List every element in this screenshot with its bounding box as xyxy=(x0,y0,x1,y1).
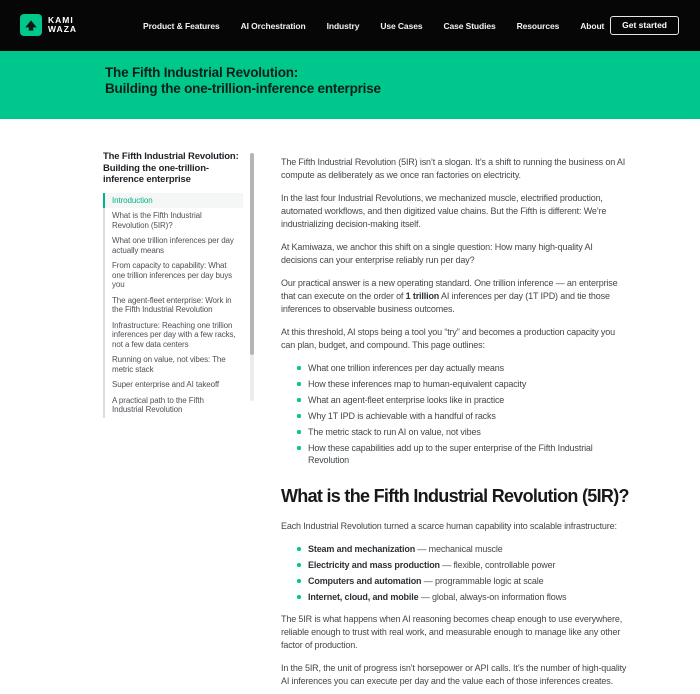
page-title-line-1: The Fifth Industrial Revolution: xyxy=(105,65,299,80)
nav-item-ai-orchestration[interactable]: AI Orchestration xyxy=(240,20,306,31)
article-content xyxy=(281,156,627,694)
toc-item-agent-fleet-enterprise[interactable]: The agent-fleet enterprise: Work in the Fifth Industrial Revolution xyxy=(103,293,243,318)
toc-item-what-is-5ir[interactable]: What is the Fifth Industrial Revolution (5IR)? xyxy=(103,208,243,233)
revolution-bullet-3-bold: Computers and automation xyxy=(308,576,422,586)
p4-pre: Our practical answer is a new operating standard. One trillion inference — an enterprise that can execute on the order of xyxy=(281,278,618,301)
nav-item-use-cases[interactable]: Use Cases xyxy=(380,20,423,31)
intro-paragraph-3: At Kamiwaza, we anchor this shift on a single question: How many high-quality AI decisions can your enterprise reliably run per day? xyxy=(281,242,593,265)
page-title xyxy=(105,65,381,96)
kamiwaza-logo[interactable] xyxy=(20,14,77,36)
toc-item-practical-path[interactable]: A practical path to the Fifth Industrial Revolution xyxy=(103,393,243,418)
kamiwaza-logo-icon xyxy=(20,14,42,36)
nav-item-product-features[interactable]: Product & Features xyxy=(143,20,220,31)
bullet-dot-icon xyxy=(297,563,301,567)
section-paragraph-2: In the 5IR, the unit of progress isn’t horsepower or API calls. It’s the number of high-quality AI inferences you can execute per day and the value each of those inferences creates. xyxy=(281,663,627,686)
intro-paragraph-1: The Fifth Industrial Revolution (5IR) isn’t a slogan. It’s a shift to running the business on AI compute as deliberately as we once ran factories on electricity. xyxy=(281,157,626,180)
list-item xyxy=(281,575,627,587)
p4-post: AI inferences per day (1T IPD) and tie those inferences to observable business outcomes. xyxy=(281,291,610,314)
bullet-dot-icon xyxy=(297,547,301,551)
toc-item-infrastructure[interactable]: Infrastructure: Reaching one trillion inferences per day with a few racks, not a few data centers xyxy=(103,318,243,353)
get-started-button[interactable]: Get started xyxy=(610,16,679,35)
nav-item-resources[interactable]: Resources xyxy=(516,20,560,31)
toc-scrollbar-track[interactable] xyxy=(250,153,254,401)
toc-item-one-trillion-means[interactable]: What one trillion inferences per day actually means xyxy=(103,233,243,258)
outline-bullet-list xyxy=(281,362,627,466)
revolution-bullet-1-rest: — mechanical muscle xyxy=(415,544,503,554)
nav-item-case-studies[interactable]: Case Studies xyxy=(443,20,496,31)
main-nav xyxy=(143,0,604,51)
list-item xyxy=(281,362,627,374)
kamiwaza-logo-text xyxy=(48,16,77,34)
list-item xyxy=(281,426,627,438)
up-arrow-icon xyxy=(24,19,38,32)
list-item xyxy=(281,559,627,571)
toc-scrollbar-thumb[interactable] xyxy=(250,153,254,355)
top-navigation-bar xyxy=(0,0,700,51)
revolution-bullet-4-bold: Internet, cloud, and mobile xyxy=(308,592,419,602)
toc-item-super-enterprise[interactable]: Super enterprise and AI takeoff xyxy=(103,377,243,393)
outline-bullet-6: How these capabilities add up to the super enterprise of the Fifth Industrial Revolution xyxy=(308,443,593,465)
nav-item-industry[interactable]: Industry xyxy=(326,20,360,31)
section-lead-paragraph: Each Industrial Revolution turned a scarce human capability into scalable infrastructure: xyxy=(281,521,617,531)
toc-item-capacity-to-capability[interactable]: From capacity to capability: What one trillion inferences per day buys you xyxy=(103,258,243,293)
bullet-dot-icon xyxy=(297,398,301,402)
toc-list xyxy=(103,193,243,418)
list-item xyxy=(281,410,627,422)
list-item xyxy=(281,378,627,390)
section-heading-what-is-5ir: What is the Fifth Industrial Revolution (5IR)? xyxy=(281,486,629,506)
intro-paragraph-2: In the last four Industrial Revolutions, we mechanized muscle, electrified production, automated workflows, and then digitized value chains. But the Fifth is different: We’re industrializing decision-making itself. xyxy=(281,193,607,229)
outline-bullet-1: What one trillion inferences per day actually means xyxy=(308,363,504,373)
revolution-bullet-3-rest: — programmable logic at scale xyxy=(421,576,544,586)
nav-item-about[interactable]: About xyxy=(580,20,605,31)
list-item xyxy=(281,543,627,555)
revolution-bullet-2-bold: Electricity and mass production xyxy=(308,560,440,570)
revolutions-bullet-list xyxy=(281,543,627,603)
list-item xyxy=(281,591,627,603)
outline-bullet-3: What an agent-fleet enterprise looks like in practice xyxy=(308,395,505,405)
bullet-dot-icon xyxy=(297,382,301,386)
table-of-contents xyxy=(103,151,255,418)
logo-word-2: WAZA xyxy=(48,24,78,34)
bullet-dot-icon xyxy=(297,446,301,450)
bullet-dot-icon xyxy=(297,595,301,599)
section-paragraph-1: The 5IR is what happens when AI reasoning becomes cheap enough to use everywhere, reliable enough to trust with real work, and measurable enough to manage like any other factor of production. xyxy=(281,614,623,650)
outline-bullet-2: How these inferences map to human-equivalent capacity xyxy=(308,379,527,389)
hero-banner xyxy=(0,51,700,119)
bullet-dot-icon xyxy=(297,414,301,418)
toc-heading: The Fifth Industrial Revolution: Building the one-trillion-inference enterprise xyxy=(103,151,239,185)
revolution-bullet-1-bold: Steam and mechanization xyxy=(308,544,416,554)
intro-paragraph-5: At this threshold, AI stops being a tool you “try” and becomes a production capacity you can plan, budget, and compound. This page outlines: xyxy=(281,327,615,350)
revolution-bullet-4-rest: — global, always-on information flows xyxy=(418,592,567,602)
outline-bullet-5: The metric stack to run AI on value, not vibes xyxy=(308,427,481,437)
page-title-line-2: Building the one-trillion-inference enterprise xyxy=(105,80,381,96)
toc-item-introduction[interactable]: Introduction xyxy=(103,193,243,209)
intro-paragraph-4 xyxy=(281,277,627,316)
list-item xyxy=(281,394,627,406)
list-item xyxy=(281,442,627,466)
bullet-dot-icon xyxy=(297,430,301,434)
outline-bullet-4: Why 1T IPD is achievable with a handful of racks xyxy=(308,411,496,421)
toc-item-metric-stack[interactable]: Running on value, not vibes: The metric stack xyxy=(103,352,243,377)
p4-bold: 1 trillion xyxy=(405,291,440,301)
bullet-dot-icon xyxy=(297,366,301,370)
revolution-bullet-2-rest: — flexible, controllable power xyxy=(439,560,556,570)
bullet-dot-icon xyxy=(297,579,301,583)
logo-word-1: KAMI xyxy=(48,15,74,25)
